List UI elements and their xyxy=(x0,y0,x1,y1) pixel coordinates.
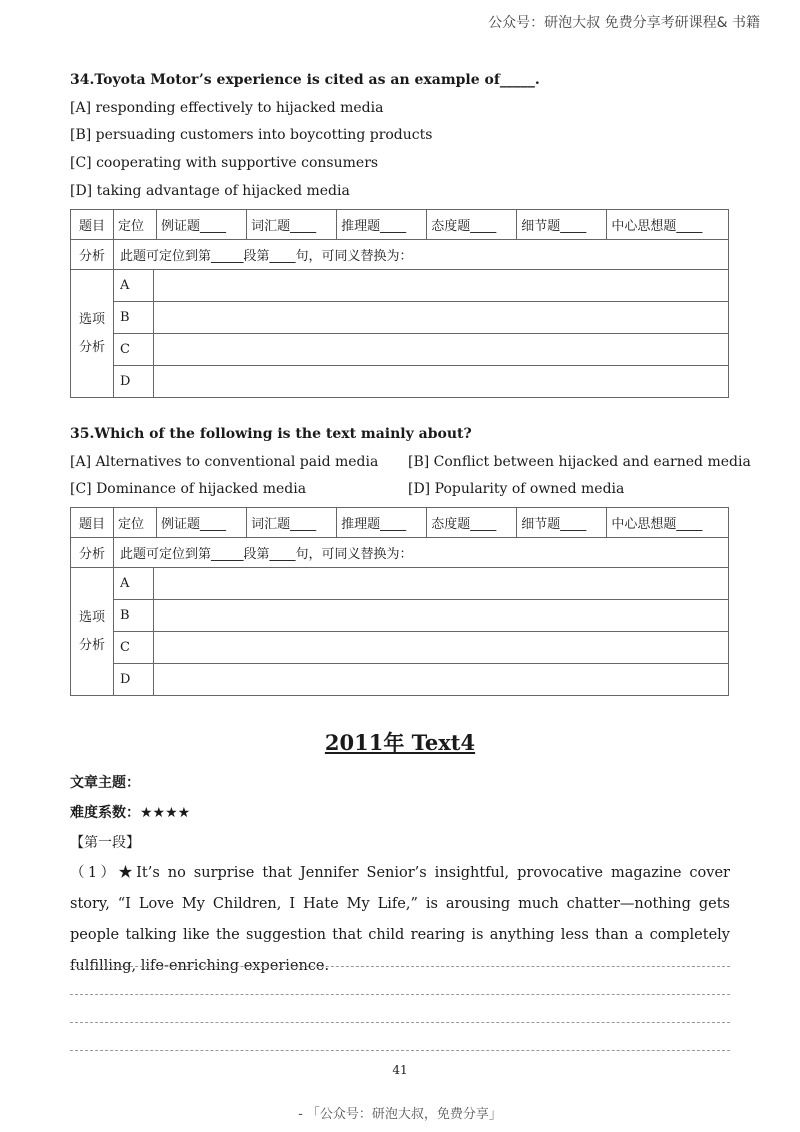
question-35-analysis-table xyxy=(70,507,729,696)
question-35-option-d: [D] Popularity of owned media xyxy=(408,481,625,497)
writing-line xyxy=(70,966,730,967)
type-dingwei: 定位 xyxy=(114,508,157,537)
type-vocab: 词汇题____ xyxy=(247,508,337,537)
question-35-title: 35.Which of the following is the text mainly about? xyxy=(70,426,472,442)
writing-line xyxy=(70,1050,730,1051)
option-d-blank xyxy=(154,366,729,398)
label-fenxi-2: 分析 xyxy=(78,339,105,355)
question-35-option-a: [A] Alternatives to conventional paid media xyxy=(70,454,379,470)
paragraph-text: （1）★It’s no surprise that Jennifer Senior’s insightful, provocative magazine cover story, “I Love My Children, I Hate My Life,” is arousing much chatter—nothing gets people talking like the suggestion that child rearing is anything less than a completely fulfilling, life-enriching experience. xyxy=(70,865,730,974)
question-34-option-c: [C] cooperating with supportive consumers xyxy=(70,155,379,171)
type-vocab: 词汇题____ xyxy=(247,210,337,239)
writing-line xyxy=(70,994,730,995)
type-dingwei: 定位 xyxy=(114,210,157,239)
locate-text: 此题可定位到第_____段第____句，可同义替换为： xyxy=(114,240,729,270)
writing-line xyxy=(70,1022,730,1023)
label-option-analysis xyxy=(71,270,114,398)
label-fenxi: 分析 xyxy=(71,240,114,270)
option-letter-a: A xyxy=(114,568,154,600)
topic-label: 文章主题： xyxy=(70,775,140,791)
label-option-analysis xyxy=(71,568,114,696)
option-d-blank xyxy=(154,664,729,696)
table-row xyxy=(71,270,729,302)
option-a-blank xyxy=(154,270,729,302)
question-34-title: 34.Toyota Motor’s experience is cited as an example of_____. xyxy=(70,72,540,88)
type-inference: 推理题____ xyxy=(337,508,427,537)
label-timu: 题目 xyxy=(71,210,114,240)
locate-text: 此题可定位到第_____段第____句，可同义替换为： xyxy=(114,538,729,568)
table-row xyxy=(71,508,729,538)
label-xuanxiang: 选项 xyxy=(78,609,105,625)
table-row xyxy=(71,240,729,270)
table-row xyxy=(71,568,729,600)
table-row xyxy=(71,632,729,664)
option-b-blank xyxy=(154,600,729,632)
question-35-option-b: [B] Conflict between hijacked and earned media xyxy=(408,454,751,470)
label-fenxi: 分析 xyxy=(71,538,114,568)
option-letter-c: C xyxy=(114,334,154,366)
option-c-blank xyxy=(154,334,729,366)
option-letter-c: C xyxy=(114,632,154,664)
question-type-cell xyxy=(114,210,729,240)
type-example: 例证题____ xyxy=(157,508,247,537)
table-row xyxy=(71,210,729,240)
page-number: 41 xyxy=(392,1063,408,1077)
question-34-analysis-table xyxy=(70,209,729,398)
page-header: 公众号：研泡大叔 免费分享考研课程& 书籍 xyxy=(488,15,760,31)
type-attitude: 态度题____ xyxy=(427,210,517,239)
table-row xyxy=(71,664,729,696)
option-letter-b: B xyxy=(114,302,154,334)
table-row xyxy=(71,302,729,334)
table-row xyxy=(71,366,729,398)
option-letter-d: D xyxy=(114,664,154,696)
difficulty-label: 难度系数：★★★★ xyxy=(70,805,191,821)
option-letter-a: A xyxy=(114,270,154,302)
type-inference: 推理题____ xyxy=(337,210,427,239)
table-row xyxy=(71,334,729,366)
option-letter-b: B xyxy=(114,600,154,632)
label-fenxi-2: 分析 xyxy=(78,637,105,653)
page-footer: - 「公众号：研泡大叔，免费分享」 xyxy=(298,1107,502,1122)
question-34-option-a: [A] responding effectively to hijacked media xyxy=(70,100,384,116)
question-34-option-b: [B] persuading customers into boycotting products xyxy=(70,127,433,143)
type-detail: 细节题____ xyxy=(517,210,607,239)
label-xuanxiang: 选项 xyxy=(78,311,105,327)
question-34-option-d: [D] taking advantage of hijacked media xyxy=(70,183,350,199)
type-detail: 细节题____ xyxy=(517,508,607,537)
option-a-blank xyxy=(154,568,729,600)
section-title: 2011年 Text4 xyxy=(324,730,476,755)
label-timu: 题目 xyxy=(71,508,114,538)
type-main-idea: 中心思想题____ xyxy=(611,517,703,532)
option-letter-d: D xyxy=(114,366,154,398)
type-attitude: 态度题____ xyxy=(427,508,517,537)
type-main-idea: 中心思想题____ xyxy=(611,219,703,234)
question-35-option-c: [C] Dominance of hijacked media xyxy=(70,481,307,497)
option-c-blank xyxy=(154,632,729,664)
option-b-blank xyxy=(154,302,729,334)
type-example: 例证题____ xyxy=(157,210,247,239)
paragraph-label: 【第一段】 xyxy=(70,835,140,851)
table-row xyxy=(71,538,729,568)
table-row xyxy=(71,600,729,632)
question-type-cell xyxy=(114,508,729,538)
